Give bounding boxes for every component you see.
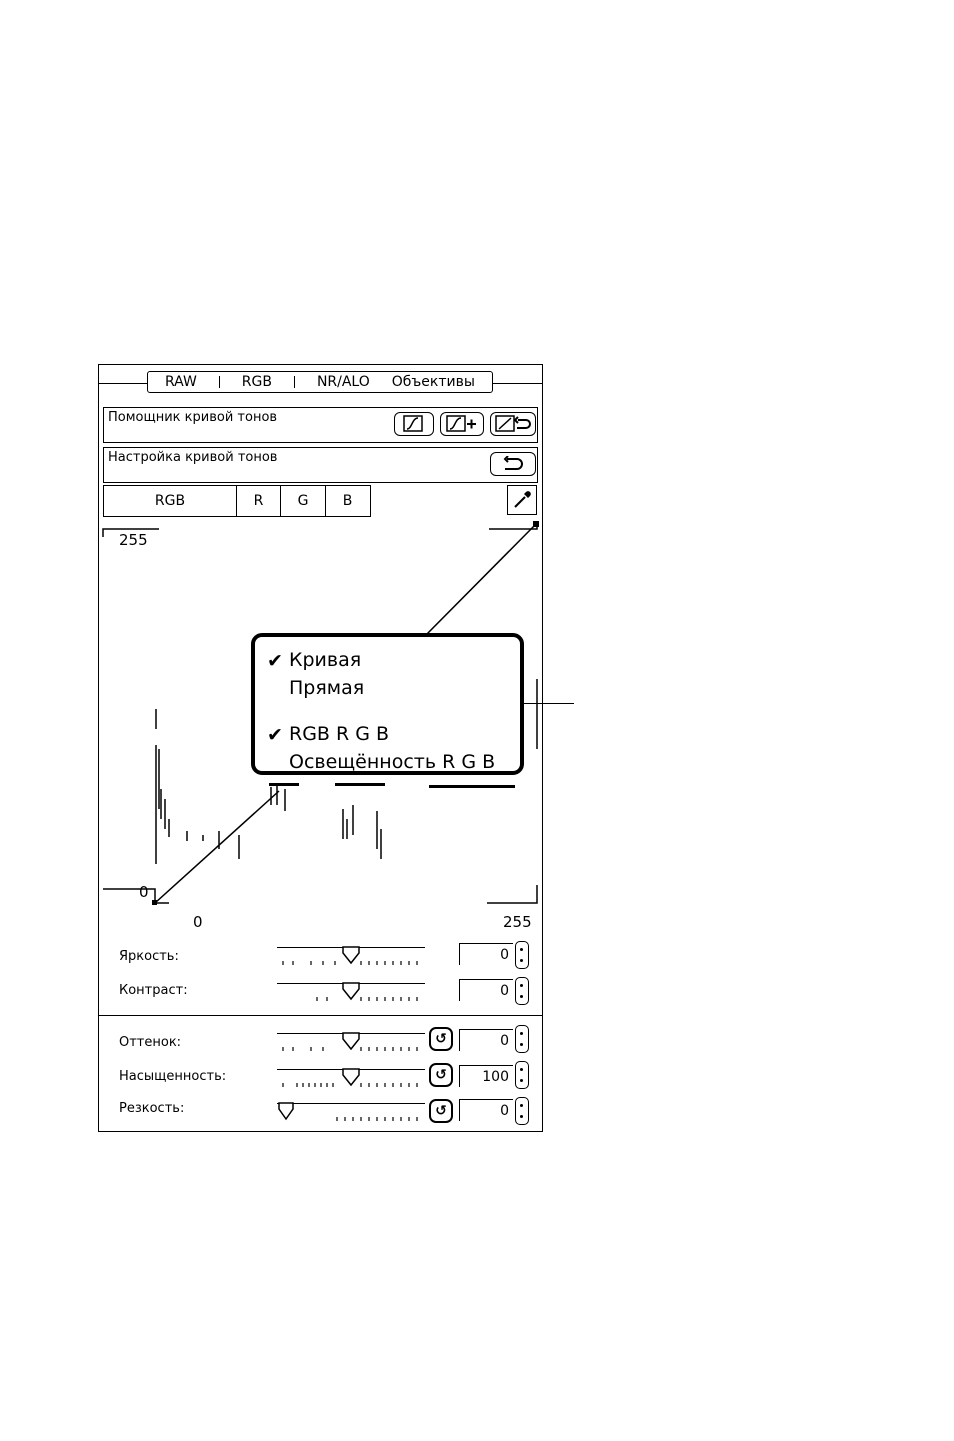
brightness-value[interactable]: 0 (459, 943, 513, 965)
saturation-value[interactable]: 100 (459, 1065, 513, 1087)
tone-curve-reset-button[interactable] (490, 452, 536, 476)
hue-slider[interactable] (277, 1027, 425, 1053)
hue-value[interactable]: 0 (459, 1029, 513, 1051)
channel-tab-rgb[interactable]: RGB (103, 485, 237, 517)
tab-raw[interactable]: RAW (164, 374, 197, 390)
hue-label: Оттенок: (119, 1035, 182, 1050)
brightness-stepper[interactable] (515, 941, 529, 969)
x-axis-min-label: 0 (193, 913, 203, 931)
sharpness-label: Резкость: (119, 1101, 185, 1116)
tone-curve-settings-label: Настройка кривой тонов (108, 450, 278, 465)
hue-reset-button[interactable] (429, 1027, 453, 1051)
saturation-stepper[interactable] (515, 1061, 529, 1089)
menu-item-linear[interactable]: Прямая (289, 677, 365, 699)
slider-ticks (277, 941, 425, 969)
tab-lenses[interactable]: Объективы (391, 374, 475, 390)
saturation-slider[interactable] (277, 1063, 425, 1089)
menu-item-curve[interactable]: Кривая (289, 649, 362, 671)
tone-curve-assistant-row (103, 407, 538, 443)
contrast-stepper[interactable] (515, 977, 529, 1005)
sharpness-reset-button[interactable] (429, 1099, 453, 1123)
sharpness-stepper[interactable] (515, 1097, 529, 1125)
curve-icon (403, 415, 425, 433)
tab-bar (147, 371, 493, 393)
callout-line (524, 703, 574, 704)
slider-ticks (277, 1027, 425, 1055)
tab-nr-alo[interactable]: NR/ALO (316, 374, 370, 390)
contrast-slider[interactable] (277, 977, 425, 1003)
saturation-label: Насыщенность: (119, 1069, 227, 1084)
sharpness-value[interactable]: 0 (459, 1099, 513, 1121)
tone-curve-settings-row (103, 447, 538, 483)
curve-auto-button[interactable] (394, 412, 434, 436)
tab-separator (219, 376, 220, 388)
brightness-slider[interactable] (277, 941, 425, 967)
reset-icon: ↺ (435, 1103, 447, 1119)
menu-item-luminosity-rgb[interactable]: Освещённость R G B (289, 751, 496, 773)
curve-reset-button[interactable] (490, 412, 536, 436)
tone-curve-assistant-label: Помощник кривой тонов (108, 410, 278, 425)
channel-tab-b[interactable]: B (325, 485, 371, 517)
tab-separator (294, 376, 295, 388)
channel-tab-r[interactable]: R (236, 485, 282, 517)
brightness-label: Яркость: (119, 949, 179, 964)
y-axis-max-label: 255 (119, 531, 148, 549)
tab-rgb[interactable]: RGB (241, 374, 272, 390)
channel-tab-g[interactable]: G (280, 485, 326, 517)
contrast-value[interactable]: 0 (459, 979, 513, 1001)
x-axis-max-label: 255 (503, 913, 532, 931)
eyedropper-button[interactable] (507, 485, 537, 515)
reset-icon: ↺ (435, 1067, 447, 1083)
saturation-reset-button[interactable] (429, 1063, 453, 1087)
curve-reset-icon (495, 415, 531, 433)
contrast-label: Контраст: (119, 983, 188, 998)
hue-stepper[interactable] (515, 1025, 529, 1053)
slider-ticks (277, 1097, 425, 1125)
slider-ticks (277, 1063, 425, 1091)
channel-tabs (103, 485, 369, 519)
curve-mode-popup-menu (251, 633, 524, 775)
y-axis-min-label: 0 (139, 883, 149, 901)
curve-add-button[interactable] (440, 412, 484, 436)
check-icon: ✔ (267, 724, 283, 746)
sharpness-slider[interactable] (277, 1097, 425, 1123)
check-icon: ✔ (267, 650, 283, 672)
histogram-noise (269, 783, 515, 788)
eyedropper-icon (512, 490, 532, 510)
reset-icon: ↺ (435, 1031, 447, 1047)
menu-item-rgb-rgb[interactable]: RGB R G B (289, 723, 390, 745)
section-divider (99, 1015, 542, 1016)
slider-ticks (277, 977, 425, 1005)
reset-icon (501, 456, 525, 472)
curve-add-icon (446, 415, 478, 433)
